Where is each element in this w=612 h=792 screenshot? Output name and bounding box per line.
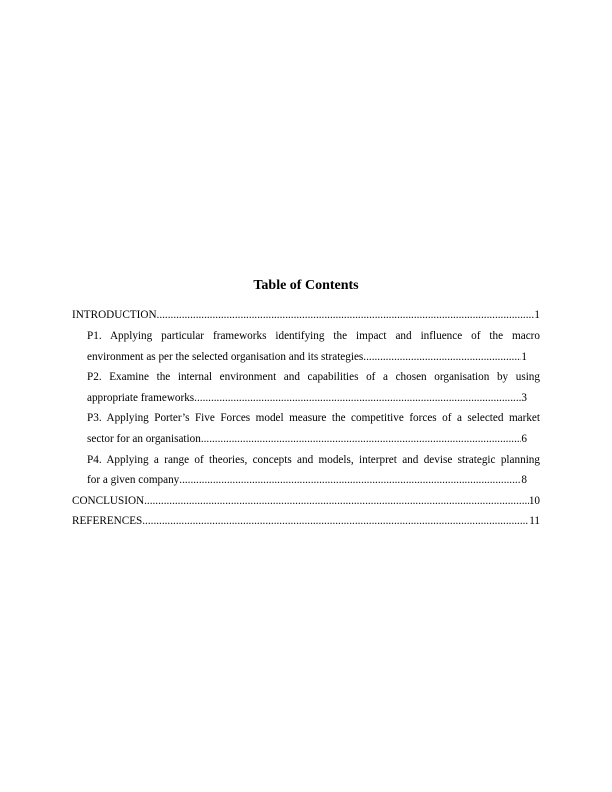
toc-entry-introduction[interactable] xyxy=(72,308,540,322)
toc-entry-text: environment as per the selected organisation and its strategies. xyxy=(87,351,367,363)
toc-entry-p3-line1[interactable] xyxy=(87,411,540,425)
toc-entry-label: CONCLUSION xyxy=(72,495,145,507)
toc-entry-conclusion[interactable] xyxy=(72,494,540,508)
toc-entry-text: P1. Applying particular frameworks identifying the impact and influence of the macro xyxy=(87,330,540,342)
toc-entry-text: sector for an organisation xyxy=(87,433,201,445)
toc-entry-text: for a given company xyxy=(87,474,180,486)
toc-page-number: 6 xyxy=(521,433,527,445)
dot-leader xyxy=(179,473,521,487)
dot-leader xyxy=(144,494,529,508)
toc-entry-p3-line2[interactable] xyxy=(87,432,527,446)
toc-entry-label: INTRODUCTION xyxy=(72,309,157,321)
dot-leader xyxy=(201,432,522,446)
toc-page-number: 1 xyxy=(521,351,527,363)
toc-entry-text: P3. Applying Porter’s Five Forces model measure the competitive forces of a selected market xyxy=(87,412,540,424)
toc-page-number: 8 xyxy=(521,474,527,486)
toc-title: Table of Contents xyxy=(253,278,359,293)
toc-page-number: 10 xyxy=(528,495,540,507)
dot-leader xyxy=(194,391,521,405)
toc-entry-label: REFERENCES xyxy=(72,515,143,527)
toc-entry-p2-line2[interactable] xyxy=(87,391,527,405)
toc-entry-p4-line1[interactable] xyxy=(87,453,540,467)
dot-leader xyxy=(142,514,529,528)
toc-page-number: 1 xyxy=(534,309,540,321)
toc-page-number: 3 xyxy=(521,392,527,404)
toc-page-number: 11 xyxy=(529,515,540,527)
toc-entry-text: appropriate frameworks xyxy=(87,392,195,404)
dot-leader xyxy=(157,308,535,322)
toc-entry-references[interactable] xyxy=(72,514,540,528)
toc-entry-text: P4. Applying a range of theories, concepts and models, interpret and devise strategic planning xyxy=(87,454,540,466)
toc-entry-p1-line2[interactable] xyxy=(87,350,527,364)
toc-entry-p1-line1[interactable] xyxy=(87,329,540,343)
toc-entry-p4-line2[interactable] xyxy=(87,473,527,487)
toc-entry-text: P2. Examine the internal environment and capabilities of a chosen organisation by using xyxy=(87,371,540,383)
toc-entry-p2-line1[interactable] xyxy=(87,370,540,384)
dot-leader xyxy=(366,350,521,364)
